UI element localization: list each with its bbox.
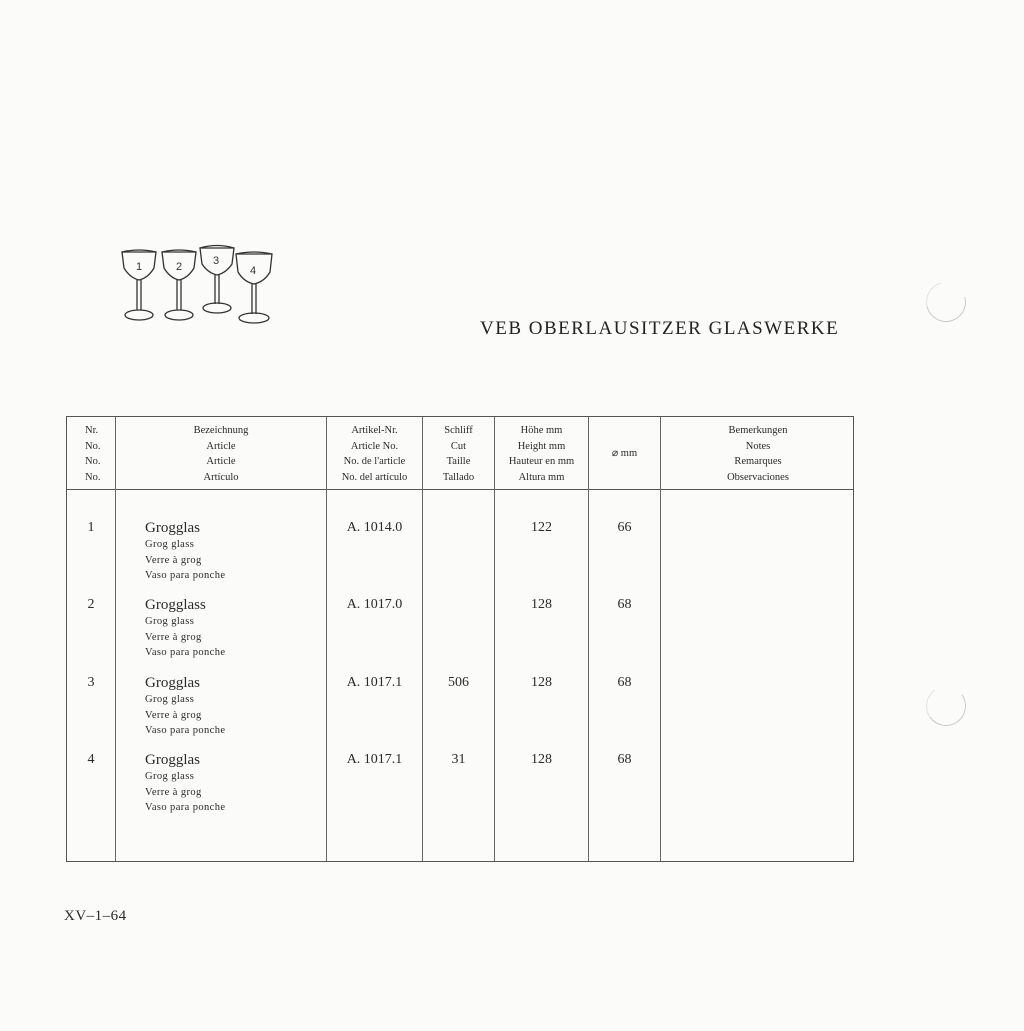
product-table	[66, 416, 854, 862]
goblet-4-icon	[236, 252, 272, 323]
item-description: Grogglas Grog glass Verre à grog Vaso para ponche	[145, 520, 226, 581]
header-notes: Bemerkungen Notes Remarques Observaciones	[727, 425, 789, 483]
row-number: 4	[87, 752, 95, 767]
height-value: 128	[531, 752, 552, 767]
diameter-value: 68	[617, 597, 632, 612]
row-number: 2	[87, 597, 95, 612]
glass-number-3: 3	[213, 255, 220, 267]
header-article-no: Artikel-Nr. Article No. No. de l'article No. del artículo	[341, 425, 408, 483]
glass-number-2: 2	[176, 261, 183, 273]
company-name: VEB OBERLAUSITZER GLASWERKE	[480, 318, 840, 339]
header-diameter: ⌀ mm	[611, 448, 638, 460]
glass-number-1: 1	[136, 261, 143, 273]
height-value: 128	[531, 675, 552, 690]
page-code: XV–1–64	[64, 908, 127, 924]
diameter-value: 68	[617, 675, 632, 690]
item-description: Grogglas Grog glass Verre à grog Vaso para ponche	[145, 752, 226, 813]
goblet-illustration	[118, 242, 278, 324]
glass-number-4: 4	[250, 265, 257, 277]
article-number: A. 1014.0	[346, 520, 403, 535]
punch-hole	[923, 683, 969, 729]
cut-value: 31	[451, 752, 466, 767]
height-value: 128	[531, 597, 552, 612]
header-height: Höhe mm Height mm Hauteur en mm Altura mm	[508, 425, 575, 483]
article-number: A. 1017.1	[346, 752, 403, 767]
row-number: 3	[87, 675, 95, 690]
header-cut: Schliff Cut Taille Tallado	[442, 425, 475, 483]
item-description: Grogglass Grog glass Verre à grog Vaso para ponche	[145, 597, 226, 658]
diameter-value: 66	[617, 520, 632, 535]
punch-hole	[919, 275, 974, 330]
article-number: A. 1017.0	[346, 597, 403, 612]
cut-value: 506	[448, 675, 469, 690]
item-description: Grogglas Grog glass Verre à grog Vaso para ponche	[145, 675, 226, 736]
article-number: A. 1017.1	[346, 675, 403, 690]
header-designation: Bezeichnung Article Article Artículo	[193, 425, 249, 483]
header-divider	[67, 489, 853, 490]
row-number: 1	[87, 520, 95, 535]
header-nr: Nr. No. No. No.	[85, 425, 101, 483]
diameter-value: 68	[617, 752, 632, 767]
height-value: 122	[531, 520, 552, 535]
